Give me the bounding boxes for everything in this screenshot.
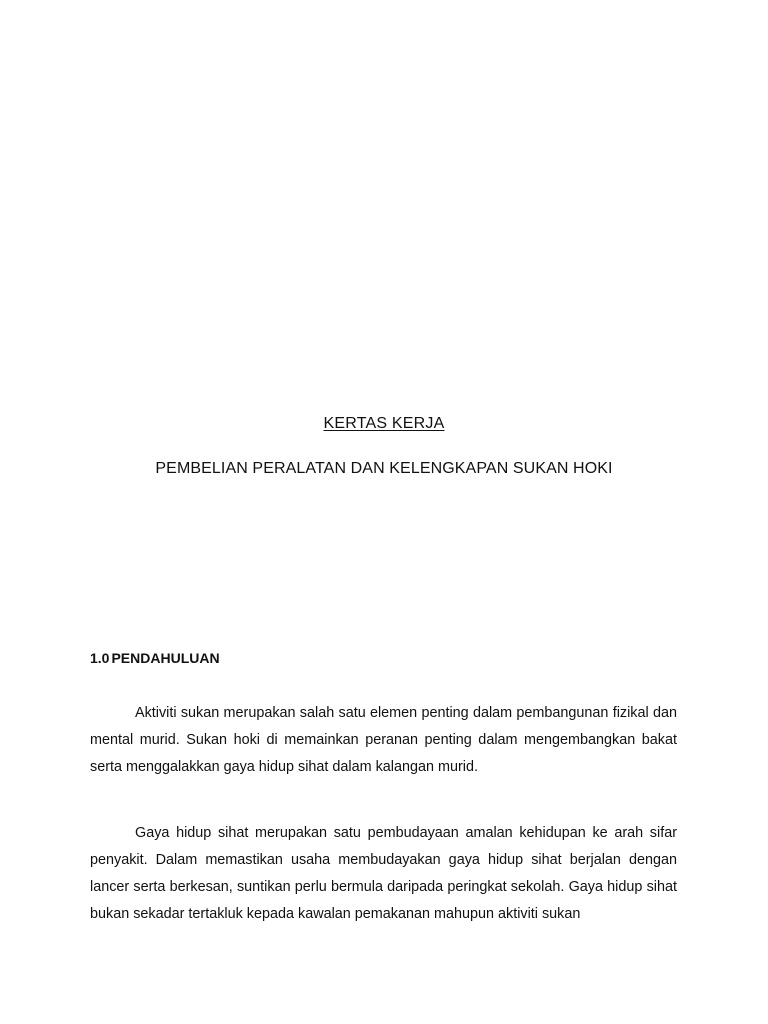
document-title: KERTAS KERJA (323, 415, 445, 432)
section-heading (90, 650, 220, 666)
document-subtitle: PEMBELIAN PERALATAN DAN KELENGKAPAN SUKAN HOKI (155, 460, 613, 477)
paragraph: Gaya hidup sihat merupakan satu pembudayaan amalan kehidupan ke arah sifar penyakit. Dalam memastikan usaha membudayakan gaya hidup sihat berjalan dengan lancer serta berkesan, suntikan perlu bermula daripada peringkat sekolah. Gaya hidup sihat bukan sekadar tertakluk kepada kawalan pemakanan mahupun aktiviti sukan (90, 825, 677, 922)
section-number: 1.0 (90, 650, 110, 666)
section-title: PENDAHULUAN (111, 650, 220, 666)
paragraph: Aktiviti sukan merupakan salah satu elemen penting dalam pembangunan fizikal dan mental murid. Sukan hoki di memainkan peranan penting dalam mengembangkan bakat serta menggalakkan gaya hidup sihat dalam kalangan murid. (90, 705, 677, 775)
